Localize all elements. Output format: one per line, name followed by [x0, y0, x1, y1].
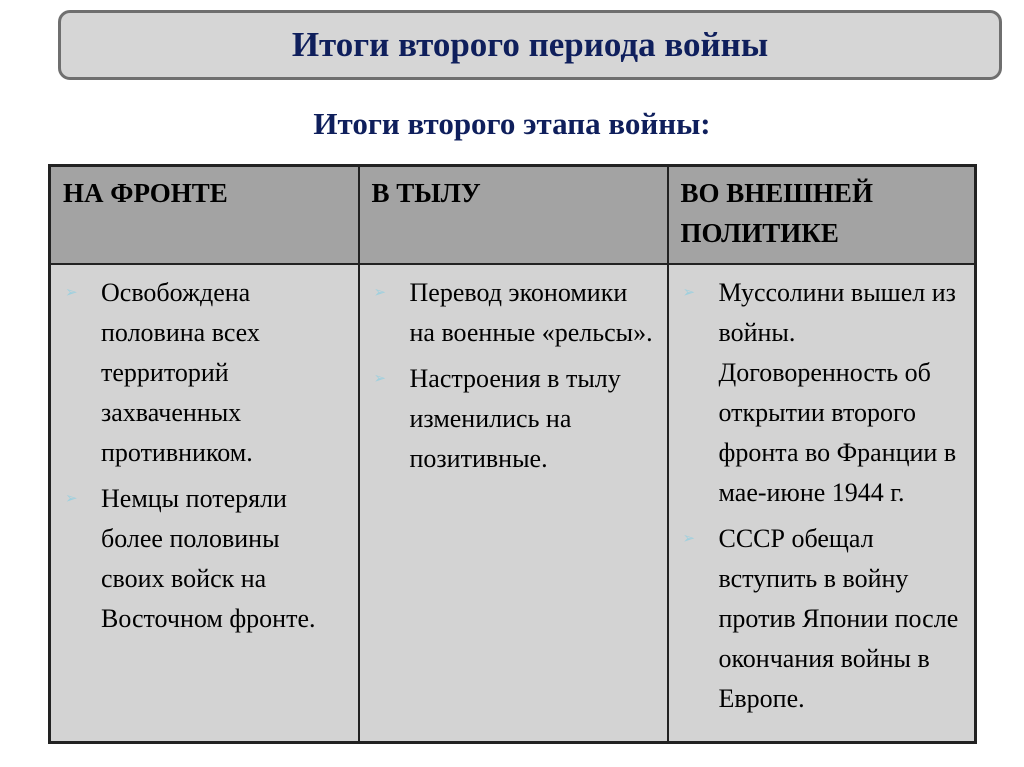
- list-item: ➢ Освобождена половина всех территорий захваченных противником.: [65, 273, 350, 473]
- list-item: ➢ Муссолини вышел из войны. Договоренность об открытии второго фронта во Франции в мае-июне 1944 г.: [683, 273, 967, 513]
- arrow-bullet-icon: ➢: [65, 491, 78, 507]
- list-item: ➢ Перевод экономики на военные «рельсы».: [374, 273, 659, 353]
- list-item: ➢ СССР обещал вступить в войну против Японии после окончания войны в Европе.: [683, 519, 967, 719]
- cell-front: [50, 264, 359, 743]
- results-table: [48, 164, 977, 744]
- table-body-row: [50, 264, 976, 743]
- slide-title: Итоги второго периода войны: [291, 25, 769, 64]
- cell-foreign-policy: [668, 264, 976, 743]
- title-box: [58, 10, 1002, 80]
- list-item: ➢ Немцы потеряли более половины своих войск на Восточном фронте.: [65, 479, 350, 639]
- arrow-bullet-icon: ➢: [373, 285, 387, 301]
- list-item: ➢ Настроения в тылу изменились на позитивные.: [374, 359, 659, 479]
- arrow-bullet-icon: ➢: [65, 285, 78, 301]
- arrow-bullet-icon: ➢: [682, 531, 696, 547]
- header-foreign-policy: ВО ВНЕШНЕЙ ПОЛИТИКЕ: [668, 166, 976, 265]
- arrow-bullet-icon: ➢: [373, 371, 387, 387]
- header-rear: В ТЫЛУ: [359, 166, 668, 265]
- arrow-bullet-icon: ➢: [682, 285, 696, 301]
- table-header-row: [50, 166, 976, 265]
- cell-rear: [359, 264, 668, 743]
- slide-subtitle: Итоги второго этапа войны:: [313, 106, 711, 141]
- header-front: НА ФРОНТЕ: [50, 166, 359, 265]
